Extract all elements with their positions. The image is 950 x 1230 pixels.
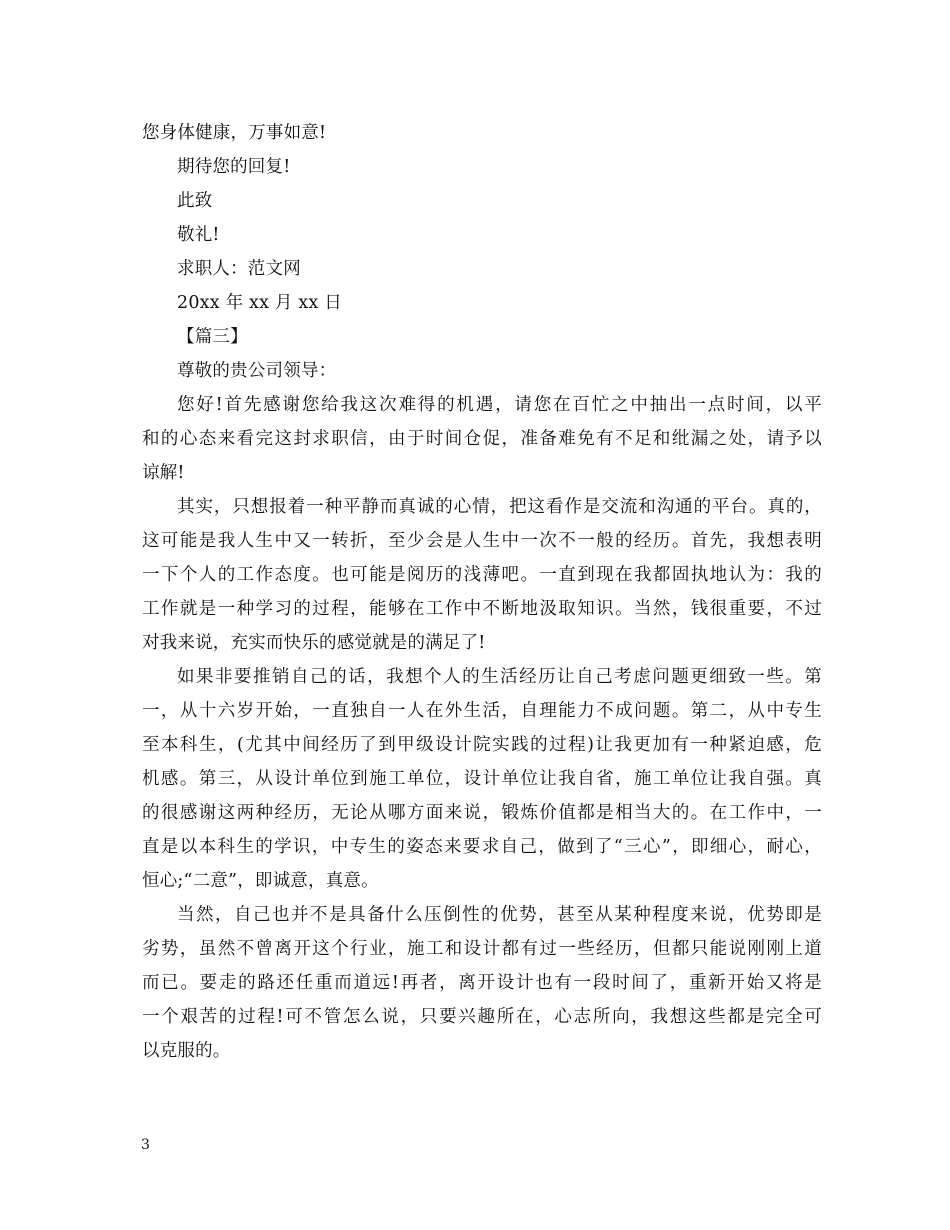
paragraph-3 [142, 660, 822, 898]
paragraph-line: 和的心态来看完这封求职信，由于时间仓促，准备难免有不足和纰漏之处，请予以 [142, 429, 822, 449]
salutation-jingli: 敬礼! [177, 225, 220, 245]
applicant-line: 求职人：范文网 [177, 259, 301, 279]
paragraph-line: 一个艰苦的过程!可不管怎么说，只要兴趣所在，心志所向，我想这些都是完全可 [142, 1007, 822, 1027]
greeting-line: 尊敬的贵公司领导： [177, 361, 337, 381]
paragraph-2 [142, 490, 822, 660]
paragraph-line: 恒心;“二意”，即诚意，真意。 [142, 871, 379, 891]
paragraph-line: 一，从十六岁开始，一直独自一人在外生活，自理能力不成问题。第二，从中专生 [142, 701, 822, 721]
paragraph-line: 以克服的。 [142, 1041, 231, 1061]
paragraph-line: 您好!首先感谢您给我这次难得的机遇，请您在百忙之中抽出一点时间，以平 [177, 395, 822, 415]
paragraph-4 [142, 898, 822, 1068]
paragraph-line: 当然，自己也并不是具备什么压倒性的优势，甚至从某种程度来说，优势即是 [177, 905, 822, 925]
date-line: 20xx 年 xx 月 xx 日 [177, 293, 342, 313]
paragraph-line: 的很感谢这两种经历，无论从哪方面来说，锻炼价值都是相当大的。在工作中，一 [142, 803, 822, 823]
salutation-cizhi: 此致 [177, 191, 213, 211]
paragraph-line: 这可能是我人生中又一转折，至少会是人生中一次不一般的经历。首先，我想表明 [142, 531, 822, 551]
paragraph-line: 而已。要走的路还任重而道远!再者，离开设计也有一段时间了，重新开始又将是 [142, 973, 822, 993]
section-heading: 【篇三】 [177, 327, 248, 347]
paragraph-line: 劣势，虽然不曾离开这个行业，施工和设计都有过一些经历，但都只能说刚刚上道 [142, 939, 822, 959]
paragraph-line: 其实，只想报着一种平静而真诚的心情，把这看作是交流和沟通的平台。真的， [177, 497, 822, 517]
paragraph-line: 至本科生，(尤其中间经历了到甲级设计院实践的过程)让我更加有一种紧迫感，危 [142, 735, 822, 755]
page-number: 3 [141, 1137, 150, 1153]
paragraph-line: 谅解! [142, 463, 185, 483]
paragraph-line: 工作就是一种学习的过程，能够在工作中不断地汲取知识。当然，钱很重要，不过 [142, 599, 822, 619]
paragraph-line: 如果非要推销自己的话，我想个人的生活经历让自己考虑问题更细致一些。第 [177, 667, 822, 687]
await-reply-line: 期待您的回复! [177, 157, 291, 177]
document-body [142, 116, 822, 1068]
paragraph-line: 机感。第三，从设计单位到施工单位，设计单位让我自省，施工单位让我自强。真 [142, 769, 822, 789]
paragraph-line: 一下个人的工作态度。也可能是阅历的浅薄吧。一直到现在我都固执地认为：我的 [142, 565, 822, 585]
paragraph-1 [142, 388, 822, 490]
closing-wish-line: 您身体健康，万事如意! [142, 123, 327, 143]
paragraph-line: 对我来说，充实而快乐的感觉就是的满足了! [142, 633, 486, 653]
paragraph-line: 直是以本科生的学识，中专生的姿态来要求自己，做到了“三心”，即细心，耐心， [142, 837, 822, 857]
